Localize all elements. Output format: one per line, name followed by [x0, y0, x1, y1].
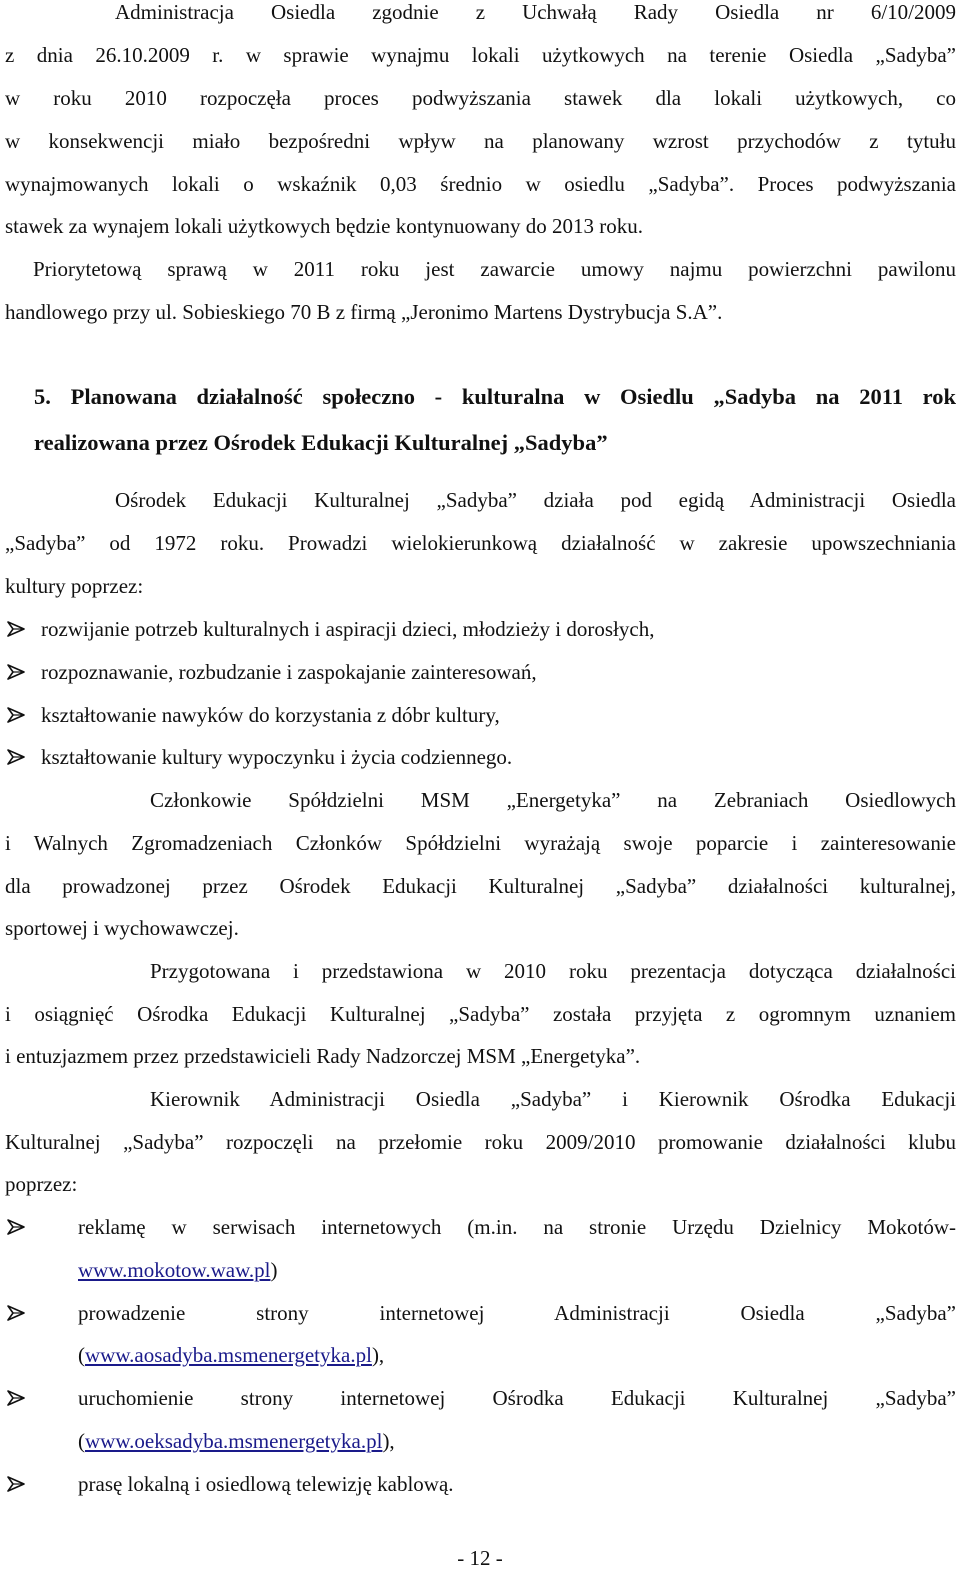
paragraph-line: Kulturalnej „Sadyba” rozpoczęli na przełomie roku 2009/2010 promowanie działalności klubu: [5, 1130, 956, 1154]
list-item-continuation: (www.oeksadyba.msmenergetyka.pl),: [78, 1429, 395, 1453]
arrow-bullet-icon: [5, 703, 27, 727]
paragraph-line: z dnia 26.10.2009 r. w sprawie wynajmu lokali użytkowych na terenie Osiedla „Sadyba”: [5, 43, 956, 67]
paragraph-line: Ośrodek Edukacji Kulturalnej „Sadyba” działa pod egidą Administracji Osiedla: [115, 488, 956, 512]
website-link[interactable]: www.aosadyba.msmenergetyka.pl: [85, 1343, 372, 1367]
list-item-continuation: (www.aosadyba.msmenergetyka.pl),: [78, 1343, 385, 1367]
paragraph-line: w roku 2010 rozpoczęła proces podwyższania stawek dla lokali użytkowych, co: [5, 86, 956, 110]
paragraph-line: Kierownik Administracji Osiedla „Sadyba” i Kierownik Ośrodka Edukacji: [150, 1087, 956, 1111]
arrow-bullet-icon: [5, 1215, 27, 1239]
paragraph-line: Członkowie Spółdzielni MSM „Energetyka” na Zebraniach Osiedlowych: [150, 788, 956, 812]
paragraph-line: stawek za wynajem lokali użytkowych będzie kontynuowany do 2013 roku.: [5, 214, 644, 238]
paragraph-line: handlowego przy ul. Sobieskiego 70 B z firmą „Jeronimo Martens Dystrybucja S.A”.: [5, 300, 723, 324]
arrow-bullet-icon: [5, 1301, 27, 1325]
paragraph-line: wynajmowanych lokali o wskaźnik 0,03 średnio w osiedlu „Sadyba”. Proces podwyższania: [5, 172, 956, 196]
paragraph-line: Administracja Osiedla zgodnie z Uchwałą Rady Osiedla nr 6/10/2009: [115, 0, 956, 24]
paragraph-line: Przygotowana i przedstawiona w 2010 roku prezentacja dotycząca działalności: [150, 959, 956, 983]
paragraph-line: „Sadyba” od 1972 roku. Prowadzi wielokierunkową działalność w zakresie upowszechniania: [5, 531, 956, 555]
website-link[interactable]: www.oeksadyba.msmenergetyka.pl: [85, 1429, 383, 1453]
section-heading: realizowana przez Ośrodek Edukacji Kulturalnej „Sadyba”: [34, 430, 608, 455]
arrow-bullet-icon: [5, 1386, 27, 1410]
paragraph-line: dla prowadzonej przez Ośrodek Edukacji Kulturalnej „Sadyba” działalności kulturalnej,: [5, 874, 956, 898]
arrow-bullet-icon: [5, 660, 27, 684]
paragraph-line: poprzez:: [5, 1172, 78, 1196]
paragraph-line: sportowej i wychowawczej.: [5, 916, 239, 940]
arrow-bullet-icon: [5, 1472, 27, 1496]
document-page: Administracja Osiedla zgodnie z Uchwałą Rady Osiedla nr 6/10/2009 z dnia 26.10.2009 r. w sprawie wynajmu lokali użytkowych na terenie Osiedla „Sadyba” w roku 2010 rozpoczęła proces podwyższania stawek dla lokali użytkowych, co w konsekwencji miało bezpośredni wpływ na planowany wzrost przychodów z tytułu wynajmowanych lokali o wskaźnik 0,03 średnio w osiedlu „Sadyba”. Proces podwyższania stawek za wynajem lokali użytkowych będzie kontynuowany do 2013 roku. Priorytetową sprawą w 2011 roku jest zawarcie umowy najmu powierzchni pawilonu handlowego przy ul. Sobieskiego 70 B z firmą „Jeronimo Martens Dystrybucja S.A”. 5. Planowana działalność społeczno - kulturalna w Osiedlu „Sadyba na 2011 rok realizowana przez Ośrodek Edukacji Kulturalnej „Sadyba” Ośrodek Edukacji Kulturalnej „Sadyba” działa pod egidą Administracji Osiedla „Sadyba” od 1972 roku. Prowadzi wielokierunkową działalność w zakresie upowszechniania kultury poprzez: rozwijanie potrzeb kulturalnych i aspiracji dzieci, młodzieży i dorosłych, rozpoznawanie, rozbudzanie i zaspokajanie zainteresowań, kształtowanie nawyków do korzystania z dóbr kultury, kształtowanie kultury wypoczynku i życia codziennego. Członkowie Spółdzielni MSM „Energetyka” na Zebraniach Osiedlowych i Walnych Zgromadzeniach Członków Spółdzielni wyrażają swoje poparcie i zainteresowanie dla prowadzonej przez Ośrodek Edukacji Kulturalnej „Sadyba” działalności kulturalnej, sportowej i wychowawczej. Przygotowana i przedstawiona w 2010 roku prezentacja dotycząca działalności i osiągnięć Ośrodka Edukacji Kulturalnej „Sadyba” została przyjęta z ogromnym uznaniem i entuzjazmem przez przedstawicieli Rady Nadzorczej MSM „Energetyka”. Kierownik Administracji Osiedla „Sadyba” i Kierownik Ośrodka Edukacji Kulturalnej „Sadyba” rozpoczęli na przełomie roku 2009/2010 promowanie działalności klubu poprzez: reklamę w serwisach internetowych (m.in. na stronie Urzędu Dzielnicy Mokotów- www.mokotow.waw.pl) prowadzenie strony internetowej Administracji Osiedla „Sadyba” (www.aosadyba.msmenergetyka.pl), uruchomienie strony internetowej Ośrodka Edukacji Kulturalnej „Sadyba” (www.oeksadyba.msmenergetyka.pl), prasę lokalną i osiedlową telewizję kablową. - 12 -: [0, 0, 960, 1571]
paragraph-line: kultury poprzez:: [5, 574, 144, 598]
paragraph-line: w konsekwencji miało bezpośredni wpływ na planowany wzrost przychodów z tytułu: [5, 129, 956, 153]
arrow-bullet-icon: [5, 745, 27, 769]
page-number: - 12 -: [457, 1546, 503, 1570]
paragraph-line: i osiągnięć Ośrodka Edukacji Kulturalnej „Sadyba” została przyjęta z ogromnym uznaniem: [5, 1002, 956, 1026]
list-item-continuation: www.mokotow.waw.pl): [78, 1258, 278, 1282]
paragraph-line: Priorytetową sprawą w 2011 roku jest zawarcie umowy najmu powierzchni pawilonu: [33, 257, 956, 281]
website-link[interactable]: www.mokotow.waw.pl: [78, 1258, 271, 1282]
section-heading: 5. Planowana działalność społeczno - kulturalna w Osiedlu „Sadyba na 2011 rok: [34, 384, 956, 409]
arrow-bullet-icon: [5, 617, 27, 641]
paragraph-line: i entuzjazmem przez przedstawicieli Rady Nadzorczej MSM „Energetyka”.: [5, 1044, 641, 1068]
paragraph-line: i Walnych Zgromadzeniach Członków Spółdzielni wyrażają swoje poparcie i zainteresowanie: [5, 831, 956, 855]
